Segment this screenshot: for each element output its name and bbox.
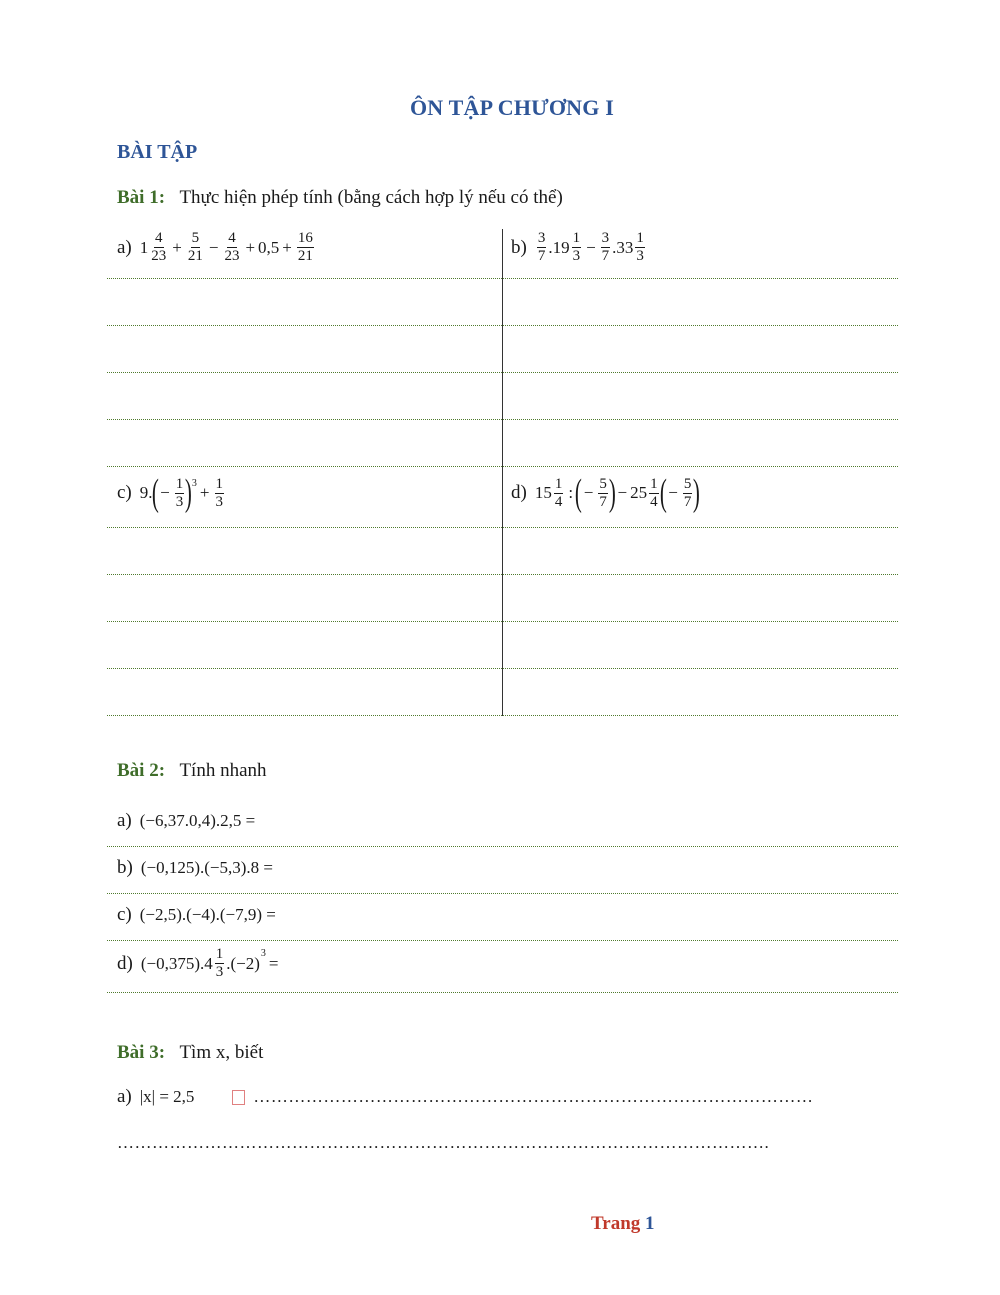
- answer-line: [107, 668, 898, 669]
- answer-dots: ……………………………………………………………………………………: [253, 1087, 814, 1106]
- answer-line: [107, 372, 898, 373]
- answer-line: [107, 527, 898, 528]
- answer-line: [107, 466, 898, 467]
- answer-line: [107, 621, 898, 622]
- answer-line: [107, 940, 898, 941]
- bai1-b-expression: b) $\frac{3}{7}$ .19 $\frac{1}{3}$ − $\frac{3}{7}$ .33 $\frac{1}{3}$: [511, 230, 644, 264]
- bai2-c-expression: c) (−2,5).(−4).(−7,9) =: [117, 904, 276, 925]
- answer-line: [107, 278, 898, 279]
- bai3-a-expression: a) |x| = 2,5 ……………………………………………………………………………………: [117, 1086, 814, 1107]
- answer-line: [107, 715, 898, 716]
- bai2-a-expression: a) (−6,37.0,4).2,5 =: [117, 810, 256, 831]
- answer-line: [107, 893, 898, 894]
- section-heading: BÀI TẬP: [117, 141, 198, 163]
- bai1-text: Thực hiện phép tính (bằng cách hợp lý nếu có thể): [179, 187, 563, 208]
- bai2-text: Tính nhanh: [179, 760, 267, 781]
- page-footer: [591, 1213, 655, 1235]
- bai2-label: Bài 2:: [117, 760, 166, 781]
- bai3-text: Tìm x, biết: [179, 1042, 264, 1063]
- bai1-heading: [117, 187, 563, 209]
- footer-word: Trang: [591, 1213, 641, 1234]
- bai2-d-expression: d) (−0,375).4 $\frac{1}{3}$ .(−2) $^3$ =: [117, 946, 279, 980]
- page-number: 1: [645, 1213, 655, 1234]
- bai1-a-expression: a) 1 $\frac{4}{23}$ + $\frac{5}{21}$ − $\frac{4}{23}$ + 0,5 + $\frac{16}{21}$: [117, 230, 313, 264]
- answer-line: [107, 419, 898, 420]
- answer-dots-line: ………………………………………………………………………………………………….: [117, 1133, 770, 1152]
- grid-divider-1: [502, 229, 503, 716]
- answer-line: [107, 992, 898, 993]
- bai2-heading: [117, 760, 267, 782]
- bai1-d-expression: d) 15 $\frac{1}{4}$ : ( − $\frac{5}{7}$ ) − 25 $\frac{1}{4}$ ( − $\frac{5}{7}$ ): [511, 472, 701, 514]
- answer-line: [107, 325, 898, 326]
- answer-line: [107, 574, 898, 575]
- bai1-label: Bài 1:: [117, 187, 166, 208]
- answer-line: [107, 846, 898, 847]
- page-title: ÔN TẬP CHƯƠNG I: [409, 95, 615, 120]
- bai3-label: Bài 3:: [117, 1042, 166, 1063]
- bai3-heading: [117, 1042, 263, 1064]
- bai2-b-expression: b) (−0,125).(−5,3).8 =: [117, 857, 273, 878]
- bai1-c-expression: c) 9. ( − $\frac{1}{3}$ ) $^3$ + $\frac{1}{3}$: [117, 472, 224, 514]
- answer-box-icon: [232, 1090, 245, 1105]
